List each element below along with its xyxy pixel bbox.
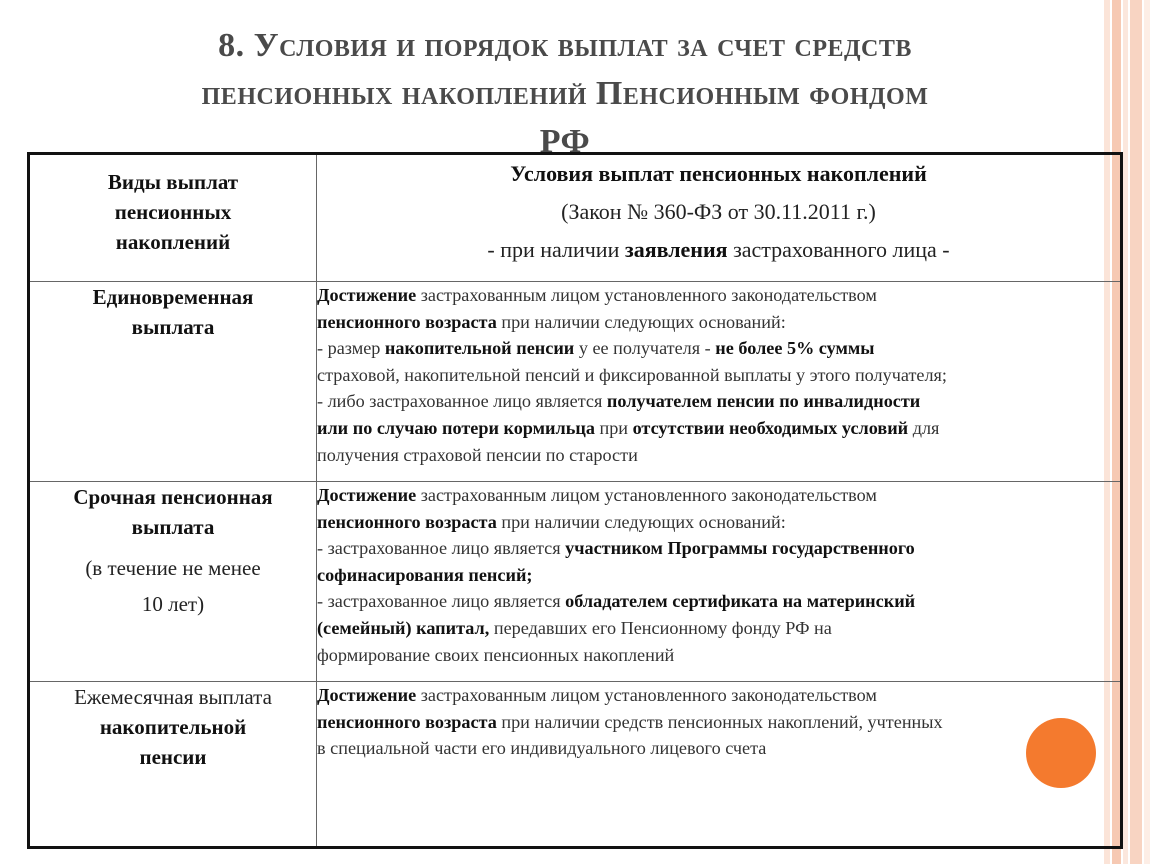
row-type-cell: Срочная пенсионная выплата (в течение не менее 10 лет) [29,482,317,682]
orange-circle-decoration [1026,718,1096,788]
row-type-note: (в течение не менее 10 лет) [85,556,261,616]
title-line-3: РФ [539,123,591,160]
table-row [29,282,1122,482]
row-type-cell: Единовременная выплата [29,282,317,482]
payments-table [27,152,1123,849]
header-law: (Закон № 360-ФЗ от 30.11.2011 г.) [561,199,876,224]
title-line-1: 8. Условия и порядок выплат за счет средств [218,27,912,64]
table-row [29,682,1122,848]
row-conditions-cell: Достижение застрахованным лицом установленного законодательством пенсионного возраста при наличии следующих оснований: - застрахованное лицо является участником Программы государственного софинасирования пенсий; - застрахованное лицо является обладателем сертификата на материнский (семейный) капитал, передавших его Пенсионному фонду РФ на формирование своих пенсионных накоплений [317,482,1122,682]
header-left-line: накоплений [115,230,231,254]
header-types-cell [29,154,317,282]
header-conditions-title: Условия выплат пенсионных накоплений [510,161,927,186]
page-title [60,22,1070,166]
header-left-line: пенсионных [114,200,232,224]
table-row [29,482,1122,682]
row-type-cell: Ежемесячная выплата накопительной пенсии [29,682,317,848]
row-conditions-cell: Достижение застрахованным лицом установленного законодательством пенсионного возраста при наличии следующих оснований: - размер накопительной пенсии у ее получателя - не более 5% суммы страховой, накопительной пенсий и фиксированной выплаты у этого получателя; - либо застрахованное лицо является получателем пенсии по инвалидности или по случаю потери кормильца при отсутствии необходимых условий для получения страховой пенсии по старости [317,282,1122,482]
title-line-2: пенсионных накоплений Пенсионным фондом [201,75,929,112]
header-condition: - при наличии заявления застрахованного лица - [487,237,950,262]
row-conditions-cell: Достижение застрахованным лицом установленного законодательством пенсионного возраста при наличии средств пенсионных накоплений, учтенных в специальной части его индивидуального лицевого счета [317,682,1122,848]
header-left-line: Виды выплат [107,170,239,194]
table-header-row [29,154,1122,282]
header-conditions-cell [317,154,1122,282]
